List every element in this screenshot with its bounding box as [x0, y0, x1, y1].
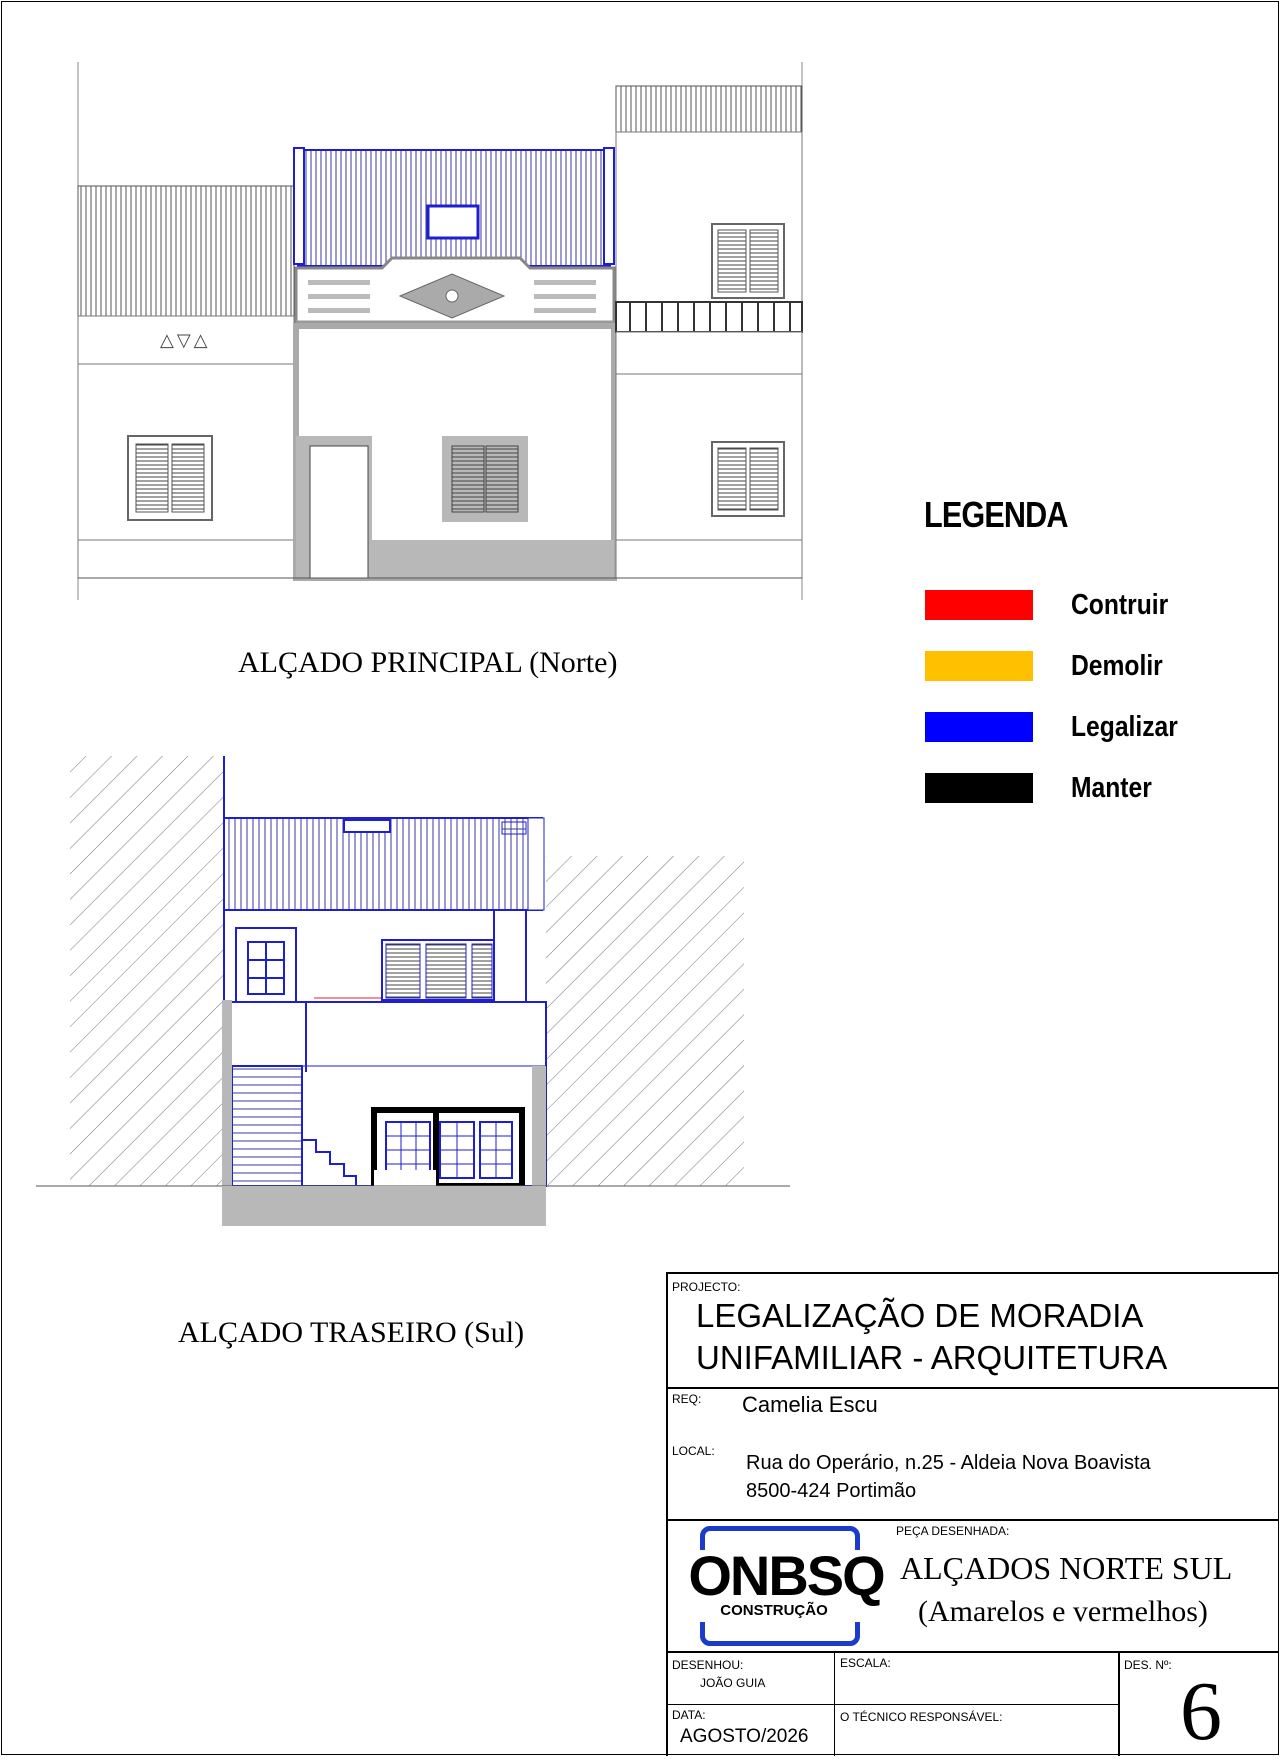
tb-rule — [666, 1519, 1278, 1521]
legend-label: Manter — [1071, 771, 1152, 804]
tb-rule — [666, 1651, 1278, 1653]
req-value: Camelia Escu — [742, 1392, 878, 1417]
legend-title: LEGENDA — [924, 494, 1068, 535]
north-vent-symbols: △▽△ — [160, 330, 211, 351]
peca-line2: (Amarelos e vermelhos) — [918, 1595, 1208, 1628]
legend-swatch — [925, 773, 1033, 803]
north-roof-skylight — [428, 206, 478, 238]
tb-rule — [1118, 1653, 1120, 1756]
logo-main: ONBSQ — [688, 1544, 884, 1607]
escala-label: ESCALA: — [840, 1656, 891, 1670]
projecto-line2: UNIFAMILIAR - ARQUITETURA — [696, 1339, 1168, 1376]
desenhou-value: JOÃO GUIA — [700, 1676, 766, 1690]
north-elevation-caption: ALÇADO PRINCIPAL (Norte) — [238, 646, 618, 679]
legend-item — [925, 651, 1179, 681]
north-elevation-drawing — [0, 0, 820, 620]
peca-line1: ALÇADOS NORTE SUL — [900, 1550, 1233, 1586]
south-staircase — [232, 1066, 302, 1186]
tecnico-label: O TÉCNICO RESPONSÁVEL: — [840, 1710, 1003, 1724]
north-left-roof — [78, 186, 294, 316]
legend-label: Legalizar — [1071, 710, 1178, 743]
tb-rule — [834, 1653, 835, 1756]
south-right-neighbour — [546, 856, 744, 1186]
legend-label: Contruir — [1071, 588, 1169, 621]
tb-rule — [666, 1704, 1118, 1705]
south-roof-skylight — [344, 820, 390, 832]
north-right-railing-top — [616, 86, 802, 132]
projecto-line1: LEGALIZAÇÃO DE MORADIA — [696, 1297, 1144, 1334]
legend-swatch — [925, 651, 1033, 681]
desenhou-label: DESENHOU: — [672, 1658, 744, 1672]
tb-rule — [666, 1387, 1278, 1389]
legend-swatch — [925, 590, 1033, 620]
local-label: LOCAL: — [672, 1444, 715, 1458]
des-value: 6 — [1180, 1665, 1222, 1758]
data-value: AGOSTO/2026 — [680, 1726, 809, 1747]
legend-item — [925, 773, 1166, 803]
legend-label: Demolir — [1071, 649, 1163, 682]
south-elevation-drawing — [0, 740, 800, 1300]
des-label: DES. Nº: — [1124, 1658, 1172, 1672]
data-label: DATA: — [672, 1708, 706, 1722]
projecto-label: PROJECTO: — [672, 1280, 741, 1294]
local-line2: 8500-424 Portimão — [746, 1480, 917, 1502]
peca-label: PEÇA DESENHADA: — [896, 1524, 1010, 1538]
south-left-neighbour — [70, 756, 224, 1186]
legend-item — [925, 590, 1185, 620]
req-label: REQ: — [672, 1392, 702, 1406]
logo-sub: CONSTRUÇÃO — [720, 1602, 828, 1619]
local-line1: Rua do Operário, n.25 - Aldeia Nova Boavista — [746, 1452, 1151, 1474]
company-logo — [676, 1522, 896, 1650]
south-foundation — [222, 1186, 546, 1226]
legend-swatch — [925, 712, 1033, 742]
south-elevation-caption: ALÇADO TRASEIRO (Sul) — [178, 1316, 525, 1349]
legend-item — [925, 712, 1197, 742]
